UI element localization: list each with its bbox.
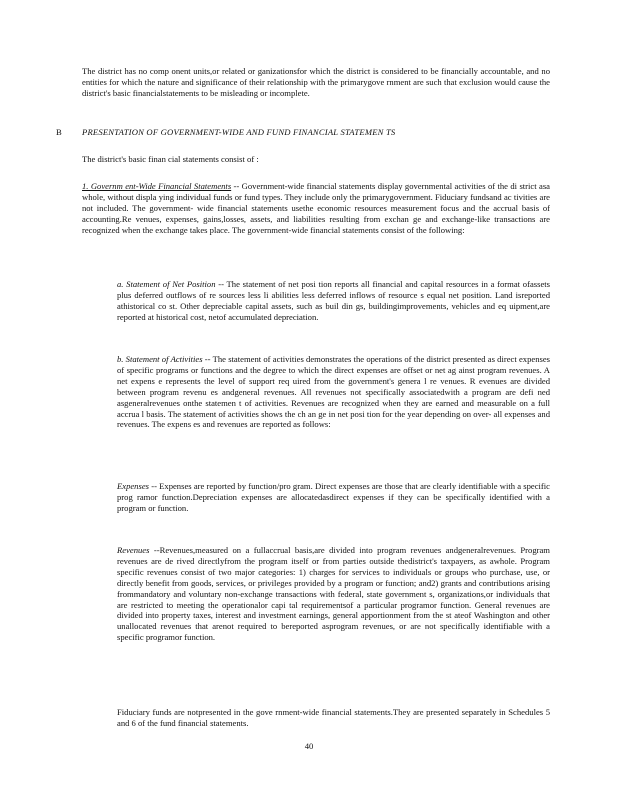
expenses-label: Expenses bbox=[117, 481, 149, 491]
government-wide-paragraph bbox=[82, 181, 550, 236]
page-number: 40 bbox=[304, 741, 314, 751]
revenues-label: Revenues bbox=[117, 545, 150, 555]
expenses-text: -- Expenses are reported by function/pro gram. Direct expenses are those that are clearly identifiable with a specific prog ramor function.Depreciation expenses are allocatedasdirect expenses if they can be specifically identified with a program or function. bbox=[117, 481, 550, 513]
net-position-paragraph bbox=[117, 279, 550, 323]
activities-text: -- The statement of activities demonstrates the operations of the district presented as direct expenses of specific programs or functions and the degree to which the direct expenses are offset or net ag ainst program revenues. A net expens e represents the level of support req uired from the government's genera l re venues. R evenues are divided between program revenu es andgeneral revenues. All revenues not specifically associatedwith a program are defi ned asgeneralrevenues onthe statemen t of activities. Revenues are recognized when they are earned and measurable on a full accrua l basis. The statement of activities shows the ch an ge in net posi tion for the year depending on over- all expenses and revenues. The expens es and revenues are reported as follows: bbox=[117, 354, 550, 430]
activities-paragraph bbox=[117, 354, 550, 430]
expenses-paragraph bbox=[117, 481, 550, 514]
fiduciary-paragraph: Fiduciary funds are notpresented in the gove rnment-wide financial statements.They are presented separately in Schedules 5 and 6 of the fund financial statements. bbox=[117, 707, 550, 728]
net-position-text: -- The statement of net posi tion reports all financial and capital resources in a format ofassets plus deferred outflows of re sources less li abilities less deferred inflows of resource s equal net position. Land isreported athistorical co st. Other depreciable capital assets, such as buil din gs, buildingimprovements, vehicles and eq uipment,are reported at historical cost, netof accumulated depreciation. bbox=[117, 279, 550, 322]
activities-label: b. Statement of Activities bbox=[117, 354, 203, 364]
intro-paragraph: The district has no comp onent units,or related or ganizationsfor which the district is considered to be financially accountable, and no entities for which the nature and significance of their relationship with the primarygove rnment are such that exclusion would cause the district's basic financialstatements to be misleading or incomplete. bbox=[82, 66, 550, 98]
government-wide-text: -- Government-wide financial statements display governmental activities of the di strict asa whole, without displa ying individual funds or fund types. They include only the primarygovernment. Fiduciary fundsand ac tivities are not included. The government- wide financial statements usethe economic resources measurement focus and the accrual basis of accounting.Re venues, expenses, gains,losses, assets, and liabilities resulting from exchan ge and exchange-like transactions are recognized when the exchange takes place. The government-wide financial statements consist of the following: bbox=[82, 181, 550, 235]
lead-paragraph: The district's basic finan cial statements consist of : bbox=[82, 154, 259, 164]
revenues-paragraph bbox=[117, 545, 550, 643]
revenues-text: --Revenues,measured on a fullaccrual basis,are divided into program revenues andgeneralrevenues. Program revenues are de rived directlyfrom the program itself or from parties outside thedistrict's taxpayers, as awhole. Program specific revenues consist of two major categories: 1) charges for services to individuals or groups who purchase, use, or directly benefit from goods, services, or privileges provided by a program or function; and2) grants and contributions arising frommandatory and voluntary non-exchange transactions with federal, state government s, organizations,or individuals that are restricted to meeting the operationalor capi tal requirementsof a particular programor function. General revenues are divided into property taxes, interest and investment earnings, general apportionment from the st ateof Washington and other unallocated revenues that arenot required to bereported asprogram revenues, or are not specifically identifiable with a specific programor function. bbox=[117, 545, 550, 643]
section-heading: PRESENTATION OF GOVERNMENT-WIDE AND FUND FINANCIAL STATEMEN TS bbox=[82, 127, 396, 137]
government-wide-label: 1. Governm ent-Wide Financial Statements bbox=[82, 181, 232, 191]
net-position-label: a. Statement of Net Position bbox=[117, 279, 216, 289]
section-letter: B bbox=[56, 127, 62, 137]
